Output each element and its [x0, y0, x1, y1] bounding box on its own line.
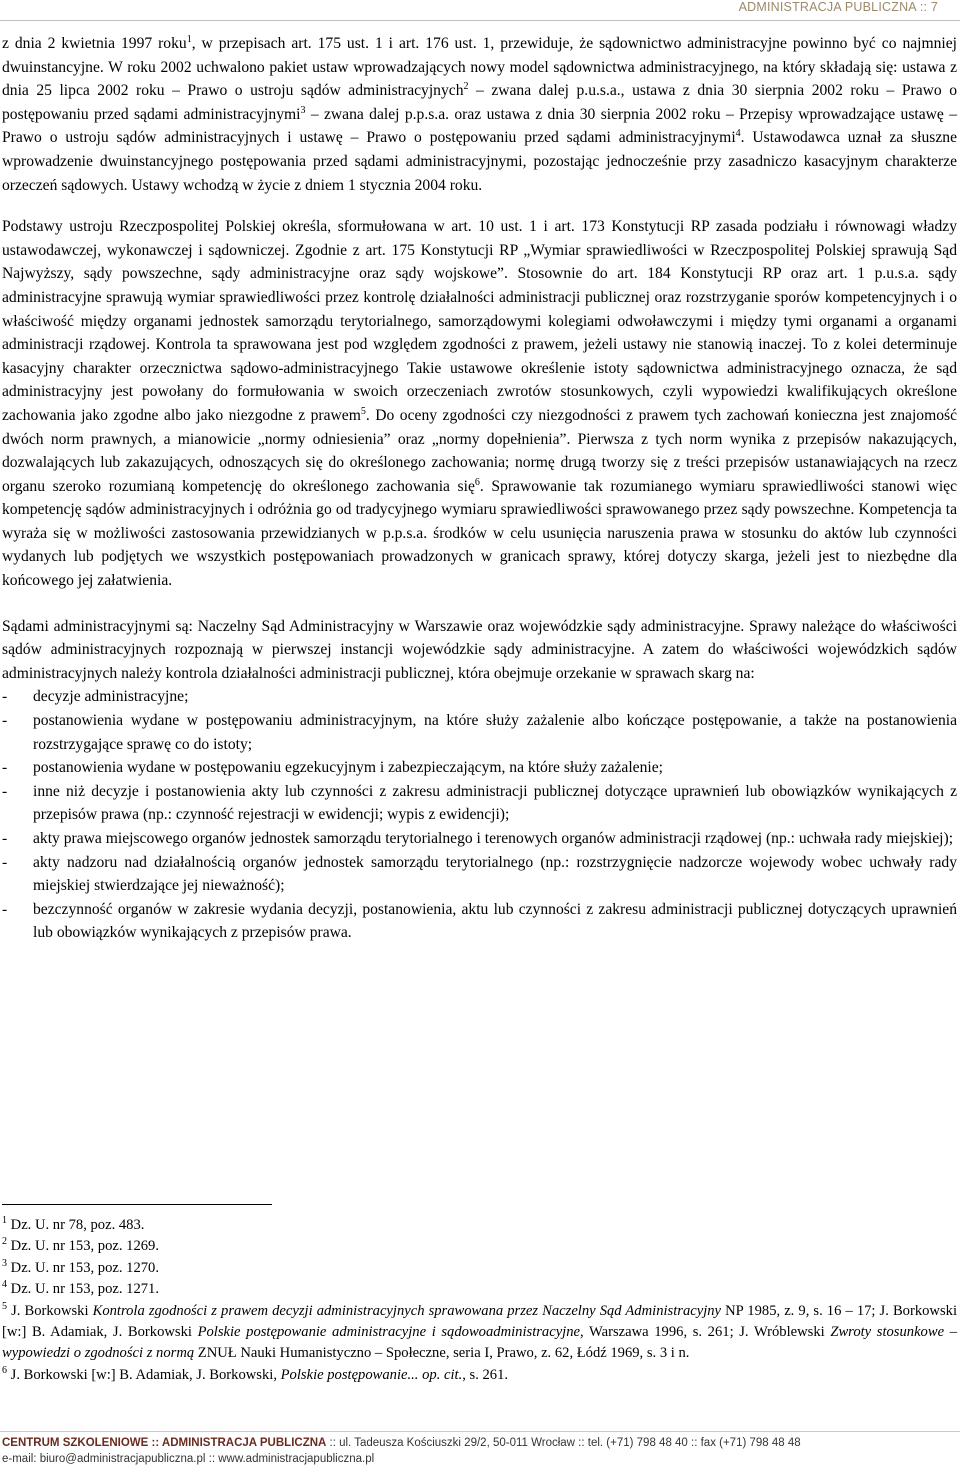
footnote-ref-2: 2 — [463, 81, 469, 92]
complaint-subjects-list — [2, 685, 957, 945]
footnote-1 — [2, 1215, 957, 1236]
list-item-text: akty nadzoru nad działalnością organów jednostek samorządu terytorialnego (np.: rozstrzygnięcie nadzorcze wojewody wobec uchwały rady miejskiej stwierdzające jej nieważność); — [33, 853, 957, 895]
footer-line-1 — [2, 1435, 952, 1451]
list-item-text: postanowienia wydane w postępowaniu egzekucyjnym i zabezpieczającym, na które służy zażalenie; — [33, 759, 663, 777]
list-dash: - — [2, 782, 8, 800]
footnote-number: 2 — [2, 1236, 7, 1248]
footnote-text: Dz. U. nr 153, poz. 1271. — [7, 1281, 159, 1298]
text: – zwana dalej p.p.s.a. oraz ustawa z dnia 30 sierpnia 2002 roku – Przepisy wprowadzające ustawę – Prawo o ustroju sądów administracyjnych i ustawę – Prawo o postępowaniu przed sądami administracyjnymi — [2, 105, 957, 147]
text: . Ustawodawca uznał za słuszne wprowadzenie dwuinstancyjnego postępowania przed sądami administracyjnymi, pozostając jednocześnie przy zasadniczo kasacyjnym charakterze orzeczeń sądowych. Ustawy wchodzą w życie z dniem 1 stycznia 2004 roku. — [2, 129, 957, 194]
paragraph-3: Sądami administracyjnymi są: Naczelny Sąd Administracyjny w Warszawie oraz wojewódzkie sądy administracyjne. Sprawy należące do właściwości sądów administracyjnych rozpoznają w pierwszej instancji wojewódzkie sądy administracyjne. A zatem do właściwości wojewódzkich sądów administracyjnych należy kontrola działalności administracji publicznej, która obejmuje orzekanie w sprawach skarg na: — [2, 617, 957, 682]
list-item — [2, 756, 957, 780]
paragraph-gap — [2, 197, 957, 215]
list-item — [2, 898, 957, 945]
text: z dnia 2 kwietnia 1997 roku — [2, 35, 187, 52]
footnote-number: 4 — [2, 1279, 7, 1291]
footnote-number: 1 — [2, 1215, 7, 1227]
footnote-text: ZNUŁ Nauki Humanistyczno – Społeczne, seria I, Prawo, z. 62, Łódź 1969, s. 3 i n. — [194, 1345, 690, 1362]
list-item-text: decyzje administracyjne; — [33, 688, 189, 706]
page-footer — [2, 1435, 952, 1467]
list-dash: - — [2, 853, 8, 871]
list-dash: - — [2, 712, 8, 730]
text: . Sprawowanie tak rozumianego wymiaru sprawiedliwości stanowi więc kompetencję sądów administracyjnych i odróżnia go od tradycyjnego wymiaru sprawiedliwości sprawowanego przez sądy powszechne. Kompetencja ta wyraża się w możliwości zastosowania przewidzianych w p.p.s.a. środków w celu usunięcia naruszenia prawa w stosunku do aktów lub czynności wydanych lub podjętych we wszystkich postępowaniach prowadzonych w granicach sprawy, której dotyczy skarga, jeżeli jest to niezbędne dla końcowego jej załatwienia. — [2, 477, 957, 590]
list-dash: - — [2, 830, 8, 847]
list-item-text: bezczynność organów w zakresie wydania decyzji, postanowienia, aktu lub czynności z zakresu administracji publicznej dotyczących uprawnień lub obowiązków wynikających z przepisów prawa. — [33, 900, 957, 942]
footnote-number: 3 — [2, 1257, 7, 1269]
header-divider — [0, 20, 960, 21]
footnote-text: Dz. U. nr 78, poz. 483. — [7, 1217, 145, 1233]
paragraph-2 — [2, 215, 957, 593]
footnote-text: J. Borkowski — [7, 1302, 93, 1319]
footer-contact: e-mail: biuro@administracjapubliczna.pl :: www.administracjapubliczna.pl — [2, 1453, 375, 1465]
footnote-text: Dz. U. nr 153, poz. 1269. — [7, 1238, 159, 1255]
footer-divider — [0, 1431, 960, 1432]
footnote-title: Polskie postępowanie administracyjne i sądowoadministracyjne — [197, 1324, 581, 1341]
footnote-separator — [2, 1204, 272, 1205]
footnote-3 — [2, 1258, 957, 1279]
footnotes — [2, 1215, 957, 1386]
text: . Do oceny zgodności czy niezgodności z prawem tych zachowań konieczna jest znajomość dwóch norm prawnych, a mianowicie „normy odniesienia” oraz „normy dopełnienia”. Pierwsza z tych norm wynika z przepisów nakazujących, dozwalających lub zakazujących, odnoszących się do określonego zachowania; normę drugą tworzy się z treści przepisów ustanawiających na rzecz organu szeroko rozumianą kompetencję do określonego zachowania się — [2, 406, 957, 495]
running-header: ADMINISTRACJA PUBLICZNA :: 7 — [738, 0, 938, 14]
list-item-text: inne niż decyzje i postanowienia akty lub czynności z zakresu administracji publicznej dotyczące uprawnień lub obowiązków wynikających z przepisów prawa (np.: czynność rejestracji w ewidencji; wypis z ewidencji); — [33, 782, 957, 824]
footnote-title: Kontrola zgodności z prawem decyzji administracyjnych sprawowana przez Naczelny Sąd Administracyjny — [92, 1302, 722, 1319]
text: Podstawy ustroju Rzeczpospolitej Polskiej określa, sformułowana w art. 10 ust. 1 i art. 173 Konstytucji RP zasada podziału i równowagi władzy ustawodawczej, wykonawczej i sądowniczej. Zgodnie z art. 175 Konstytucji RP „Wymiar sprawiedliwości w Rzeczpospolitej Polskiej sprawują Sąd Najwyższy, sądy powszechne, sądy administracyjne oraz sądy wojskowe”. Stosownie do art. 184 Konstytucji RP oraz art. 1 p.u.s.a. sądy administracyjne sprawują wymiar sprawiedliwości przez kontrolę działalności administracji publicznej oraz rozstrzyganie sporów kompetencyjnych i o właściwość między organami jednostek samorządu terytorialnego, samorządowymi kolegiami odwoławczymi i między tymi organami a organami administracji rządowej. Kontrola ta sprawowana jest pod względem zgodności z prawem, jeżeli ustawy nie stanowią inaczej. To z kolei determinuje kasacyjny charakter orzecznictwa sądowo-administracyjnego Takie ustawowe określenie istoty sądownictwa administracyjnego oznacza, że sąd administracyjny jest powołany do formułowania w swoich orzeczeniach zwrotów stosunkowych, czyli wypowiedzi kwalifikujących określone zachowania jako zgodne albo jako niezgodne z prawem — [2, 218, 957, 424]
text: , w przepisach art. 175 ust. 1 i art. 176 ust. 1, przewiduje, że sądownictwo administracyjne powinno być co najmniej dwuinstancyjne. W roku 2002 uchwalono pakiet ustaw wprowadzających nowy model sądownictwa administracyjnego, na który składają się: ustawa z dnia 25 lipca 2002 roku – Prawo o ustroju sądów administracyjnych — [2, 35, 958, 100]
footnote-text: NP 1985, z. 9, s. 16 – 17; J. Borkowski [w:] B. Adamiak, J. Borkowski — [2, 1302, 957, 1341]
footnote-ref-4: 4 — [735, 128, 741, 140]
list-item — [2, 780, 957, 827]
footnote-title: Polskie postępowanie... op. cit. — [280, 1366, 463, 1383]
footnote-2 — [2, 1236, 957, 1257]
footnote-title: Zwroty stosunkowe – wypowiedzi o zgodności z normą — [2, 1324, 957, 1362]
footer-brand: CENTRUM SZKOLENIOWE :: ADMINISTRACJA PUBLICZNA — [2, 1437, 327, 1449]
list-item — [2, 685, 957, 709]
footnote-ref-5: 5 — [360, 405, 366, 417]
footnote-text: , s. 261. — [462, 1366, 509, 1383]
footnote-5 — [2, 1301, 957, 1365]
footnote-text: Dz. U. nr 153, poz. 1270. — [7, 1259, 159, 1276]
footnote-6 — [2, 1365, 957, 1386]
footnote-text: J. Borkowski [w:] B. Adamiak, J. Borkowski, — [7, 1366, 281, 1383]
paragraph-gap — [2, 593, 957, 615]
footnote-ref-3: 3 — [300, 104, 306, 116]
list-item — [2, 827, 957, 851]
list-item — [2, 851, 957, 898]
footer-address: :: ul. Tadeusza Kościuszki 29/2, 50-011 Wrocław :: tel. (+71) 798 48 40 :: fax (+71) 798 48 48 — [326, 1437, 801, 1449]
list-dash: - — [2, 688, 8, 706]
footnote-ref-1: 1 — [186, 33, 192, 45]
footnote-number: 6 — [2, 1364, 7, 1376]
footnote-number: 5 — [2, 1300, 7, 1312]
paragraph-1 — [2, 32, 957, 197]
list-item-text: akty prawa miejscowego organów jednostek samorządu terytorialnego i terenowych organów administracji rządowej (np.: uchwała rady miejskiej); — [33, 830, 954, 847]
list-item — [2, 709, 957, 756]
footnote-4 — [2, 1279, 957, 1300]
list-item-text: postanowienia wydane w postępowaniu administracyjnym, na które służy zażalenie albo kończące postępowanie, a także na postanowienia rozstrzygające sprawę co do istoty; — [33, 712, 957, 753]
document-body — [2, 32, 957, 945]
footnote-text: , Warszawa 1996, s. 261; J. Wróblewski — [580, 1324, 831, 1341]
footnote-ref-6: 6 — [474, 476, 480, 488]
text: – zwana dalej p.u.s.a., ustawa z dnia 30 sierpnia 2002 roku – Prawo o postępowaniu przed sądami administracyjnymi — [2, 82, 957, 123]
list-dash: - — [2, 759, 8, 777]
list-dash: - — [2, 900, 8, 918]
